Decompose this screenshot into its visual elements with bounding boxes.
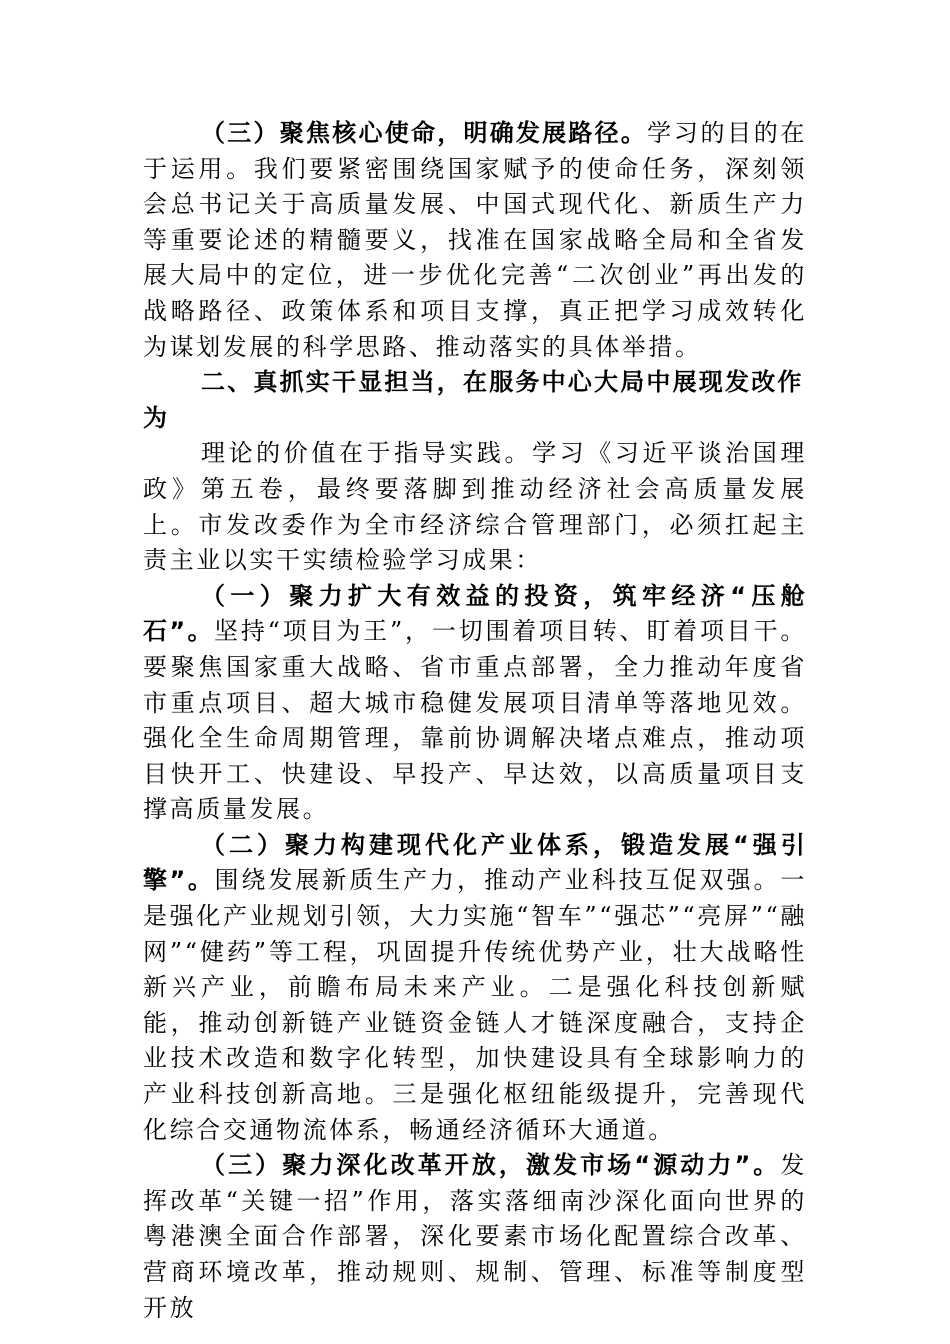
- paragraph-text: 坚持“项目为王”，一切围着项目转、盯着项目干。要聚焦国家重大战略、省市重点部署，全力推动年度省市重点项目、超大城市稳健发展项目清单等落地见效。强化全生命周期管理，靠前协调解决堵点难点，推动项目快开工、快建设、早投产、早达效，以高质量项目支撑高质量发展。: [143, 617, 808, 824]
- paragraph-lead: （二）聚力构建现代化产业体系，锻造发展“强引擎”。: [143, 830, 807, 895]
- paragraph-lead: （三）聚焦核心使命，明确发展路径。: [201, 119, 648, 147]
- paragraph-focus-core-mission: [143, 116, 807, 365]
- paragraph-theory-value: [143, 436, 807, 578]
- paragraph-text: 发挥改革“关键一招”作用，落实落细南沙深化面向世界的粤港澳全面合作部署，深化要素市场化配置综合改革、营商环境改革，推动规则、规制、管理、标准等制度型开放: [143, 1151, 807, 1322]
- paragraph-lead: （三）聚力深化改革开放，激发市场“源动力”。: [201, 1151, 781, 1180]
- paragraph-reform-opening: [143, 1148, 807, 1326]
- section-heading-two: 二、真抓实干显担当，在服务中心大局中展现发改作为: [143, 368, 804, 432]
- paragraph-text: 理论的价值在于指导实践。学习《习近平谈治国理政》第五卷，最终要落脚到推动经济社会高质量发展上。市发改委作为全市经济综合管理部门，必须扛起主责主业以实干实绩检验学习成果：: [143, 439, 807, 575]
- paragraph-investment: [143, 579, 807, 828]
- paragraph-industry-system: [143, 828, 807, 1148]
- paragraph-lead: （一）聚力扩大有效益的投资，筑牢经济“压舱石”。: [143, 581, 807, 646]
- paragraph-text: 围绕发展新质生产力，推动产业科技互促双强。一是强化产业规划引领，大力实施“智车”“强芯”“亮屏”“融网”“健药”等工程，巩固提升传统优势产业，壮大战略性新兴产业，前瞻布局未来产业。二是强化科技创新赋能，推动创新链产业链资金链人才链深度融合，支持企业技术改造和数字化转型，加快建设具有全球影响力的产业科技创新高地。三是强化枢纽能级提升，完善现代化综合交通物流体系，畅通经济循环大通道。: [143, 866, 808, 1144]
- document-page: [143, 116, 807, 1326]
- paragraph-text: 学习的目的在于运用。我们要紧密围绕国家赋予的使命任务，深刻领会总书记关于高质量发展、中国式现代化、新质生产力等重要论述的精髓要义，找准在国家战略全局和全省发展大局中的定位，进一步优化完善“二次创业”再出发的战略路径、政策体系和项目支撑，真正把学习成效转化为谋划发展的科学思路、推动落实的具体举措。: [143, 119, 807, 361]
